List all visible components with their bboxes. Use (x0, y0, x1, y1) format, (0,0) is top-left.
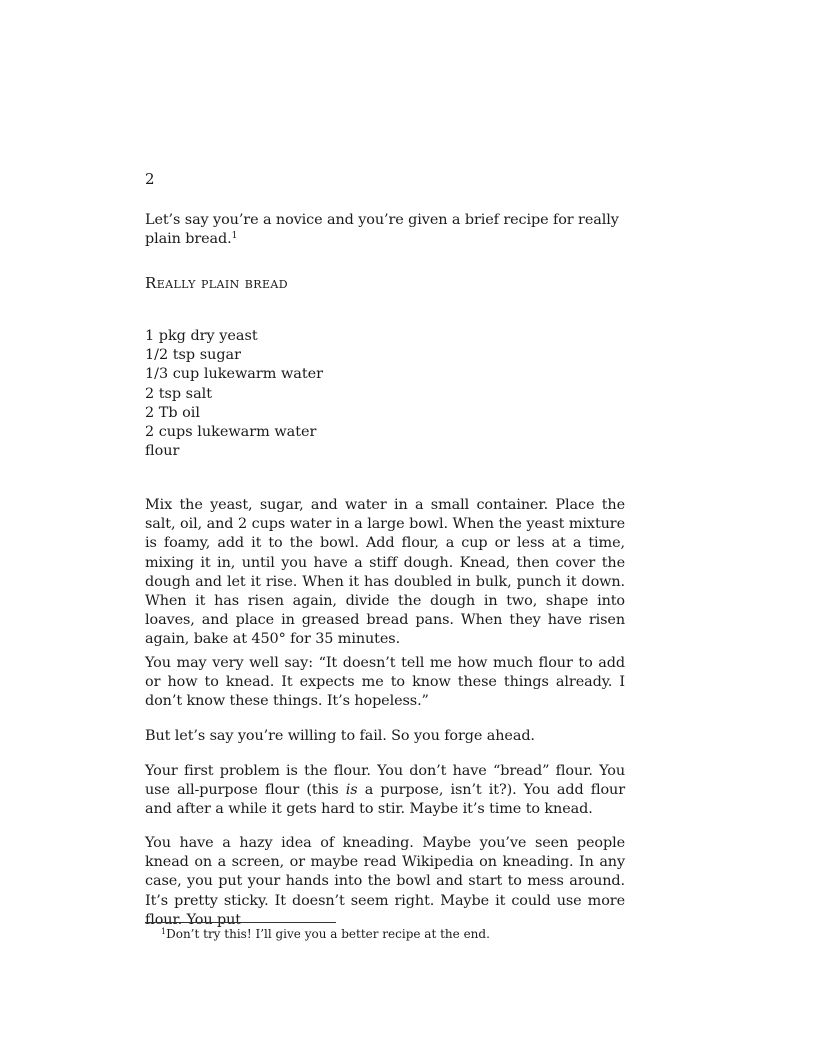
ingredient-item: 1 pkg dry yeast (145, 328, 258, 344)
footnote-divider (145, 922, 336, 923)
ingredient-item: 2 tsp salt (145, 385, 213, 402)
intro-paragraph (145, 211, 625, 249)
footnote-mark: 1 (161, 927, 167, 936)
footnote-reference: 1 (231, 231, 238, 242)
emphasis-text: is (345, 782, 358, 799)
body-paragraph (145, 762, 625, 820)
intro-text: Let’s say you’re a novice and you’re given a brief recipe for really plain bread. (145, 212, 619, 248)
paragraph-text: Your first problem is the flour. You don’t have “bread” flour. You use all-purpose flour (this (145, 763, 625, 799)
ingredient-item: 1/3 cup lukewarm water (145, 366, 324, 383)
paragraph-text: a purpose, isn’t it?). You add flour and after a while it gets hard to stir. Maybe it’s time to knead. (145, 782, 625, 818)
body-paragraph: You may very well say: “It doesn’t tell me how much flour to add or how to knead. It expects me to know these things already. I don’t know these things. It’s hopeless.” (145, 655, 625, 710)
ingredient-item: 2 Tb oil (145, 404, 200, 421)
ingredient-item: flour (145, 443, 180, 460)
footnote (161, 926, 490, 942)
ingredient-item: 1/2 tsp sugar (145, 347, 242, 364)
recipe-method: Mix the yeast, sugar, and water in a small container. Place the salt, oil, and 2 cups water in a large bowl. When the yeast mixture is foamy, add it to the bowl. Add flour, a cup or less at a time, mixing it in, until you have a stiff dough. Knead, then cover the dough and let it rise. When it has doubled in bulk, punch it down. When it has risen again, divide the dough in two, shape into loaves, and place in greased bread pans. When they have risen again, bake at 450° for 35 minutes. (145, 497, 625, 648)
ingredient-list (145, 327, 323, 461)
recipe-title: Really plain bread (145, 274, 288, 292)
body-paragraph: You have a hazy idea of kneading. Maybe you’ve seen people knead on a screen, or maybe read Wikipedia on kneading. In any case, you put your hands into the bowl and start to mess around. It’s pretty sticky. It doesn’t seem right. Maybe it could use more flour. You put (145, 835, 625, 928)
body-paragraph: But let’s say you’re willing to fail. So you forge ahead. (145, 728, 535, 744)
footnote-text: Don’t try this! I’ll give you a better recipe at the end. (166, 927, 490, 941)
ingredient-item: 2 cups lukewarm water (145, 424, 317, 441)
page-number: 2 (145, 170, 155, 188)
